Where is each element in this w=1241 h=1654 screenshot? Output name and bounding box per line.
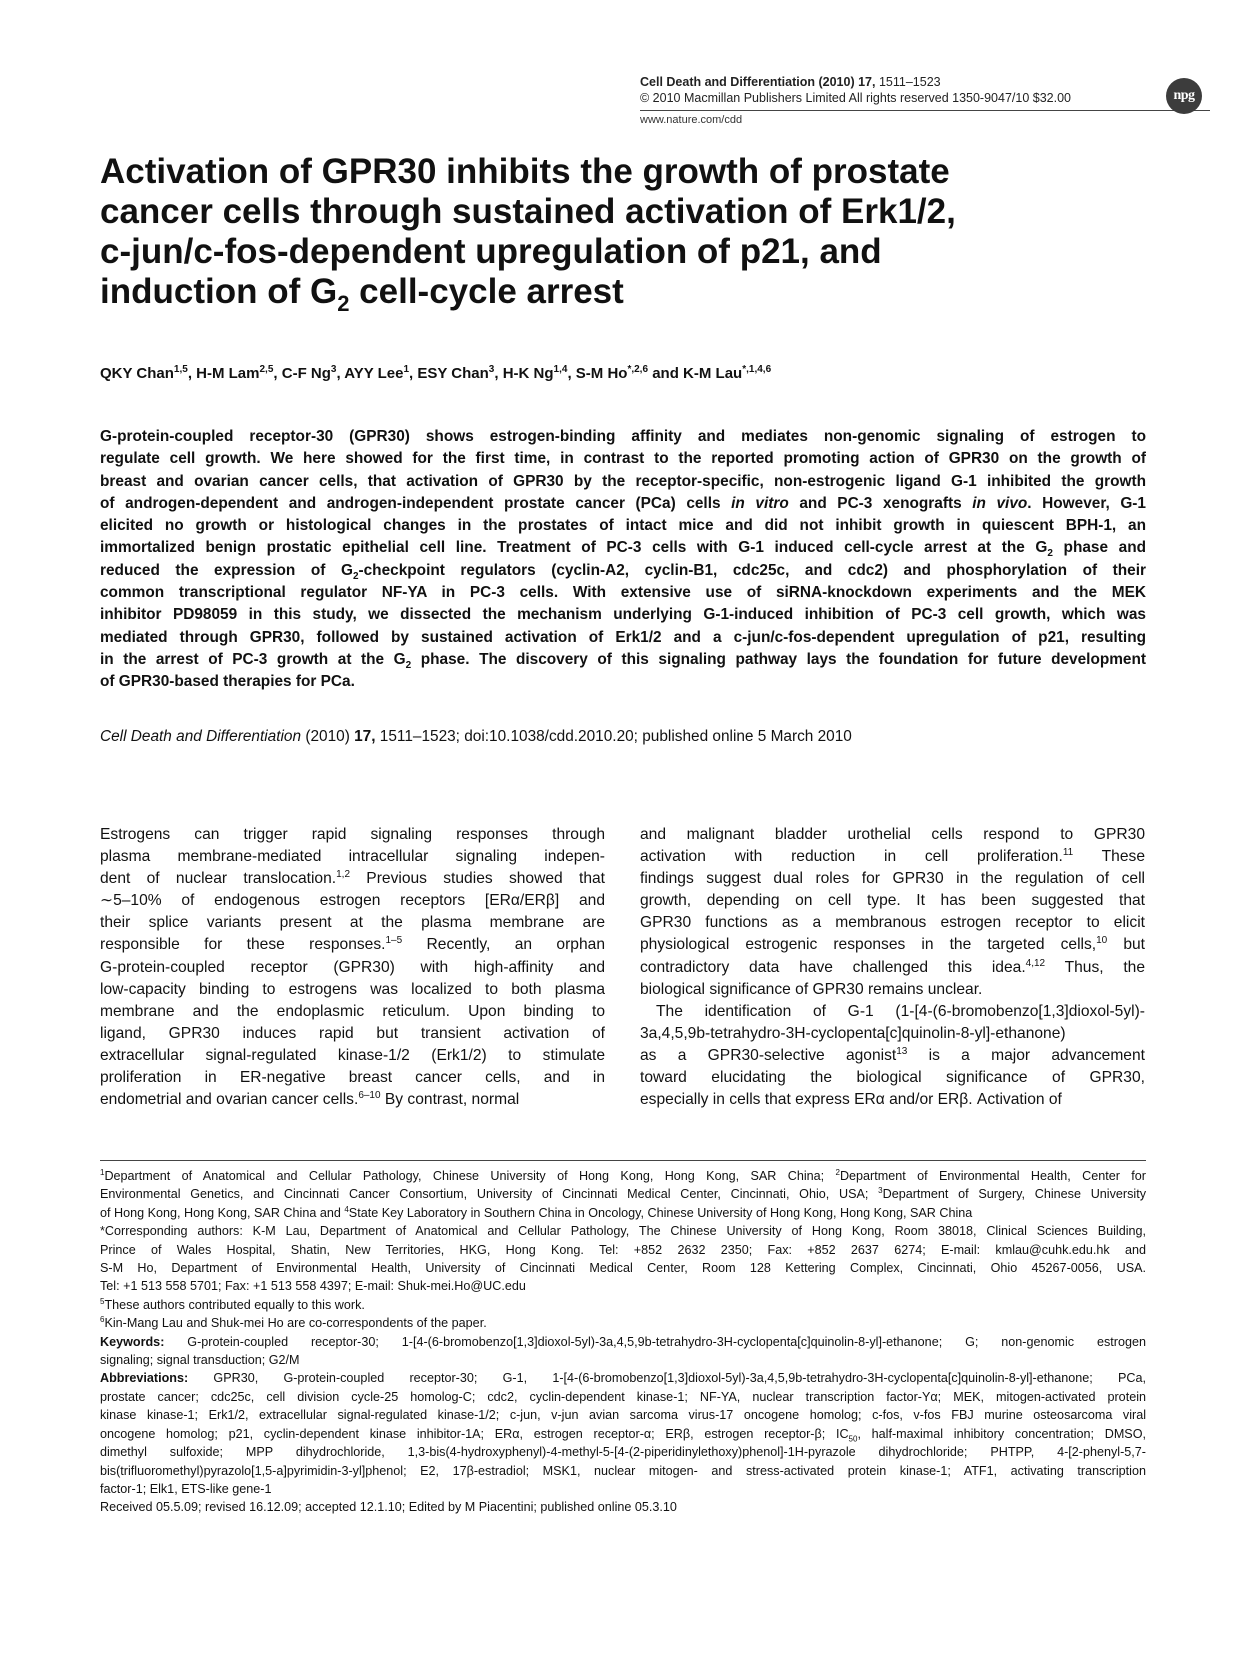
footnote-rule — [100, 1160, 1146, 1161]
footnote-line: *Corresponding authors: K-M Lau, Department of Anatomical and Cellular Pathology, The Chinese University of Hong Kong, Room 38018, Clinical Sciences Building, — [100, 1224, 1146, 1239]
title-line: Activation of GPR30 inhibits the growth of prostate — [100, 152, 950, 191]
body-text-line: membrane and the endoplasmic reticulum. Upon binding to — [100, 1002, 605, 1020]
body-text-line: as a GPR30-selective agonist$^{13}$ is a major advancement — [640, 1045, 1145, 1064]
title-text: induction of G — [100, 272, 338, 311]
author-name: H-K Ng$^{1,4}$ — [502, 364, 568, 382]
footnote-line: Environmental Genetics, and Cincinnati Cancer Consortium, University of Cincinnati Medical Center, Cincinnati, Ohio, USA; $^3$Department of Surgery, Chinese University — [100, 1186, 1146, 1202]
body-text-line: dent of nuclear translocation.$^{1,2}$ Previous studies showed that — [100, 869, 605, 888]
footnote-line: S-M Ho, Department of Environmental Health, University of Cincinnati Medical Center, Room 128 Kettering Complex, Cincinnati, Ohio 45267-0056, USA. — [100, 1261, 1146, 1276]
footnote-line: Prince of Wales Hospital, Shatin, New Territories, HKG, Hong Kong. Tel: +852 2632 2350; Fax: +852 2637 6274; E-mail: kmlau@cuhk.edu.hk and — [100, 1242, 1146, 1257]
title-line: cancer cells through sustained activation of Erk1/2, — [100, 192, 956, 231]
body-text-line: extracellular signal-regulated kinase-1/2 (Erk1/2) to stimulate — [100, 1046, 605, 1064]
abstract-line: mediated through GPR30, followed by sustained activation of Erk1/2 and a c-jun/c-fos-dependent upregulation of p21, resulting — [100, 628, 1146, 646]
footnote-line: oncogene homolog; p21, cyclin-dependent kinase inhibitor-1A; ERα, estrogen receptor-α; ERβ, estrogen receptor-β; $IC_{50}$, half-maximal inhibitory concentration; DMSO, — [100, 1426, 1146, 1444]
footnote-line: bis(trifluoromethyl)pyrazolo[1,5-a]pyrimidin-3-yl]phenol; E2, 17β-estradiol; MSK1, nuclear mitogen- and stress-activated protein kinase-1; ATF1, activating transcription — [100, 1463, 1146, 1478]
abstract-line: in the arrest of PC-3 growth at the $G_2$ phase. The discovery of this signaling pathway lays the foundation for future development — [100, 650, 1146, 672]
footnote-line: Abbreviations: GPR30, G-protein-coupled receptor-30; G-1, 1-[4-(6-bromobenzo[1,3]dioxol-5yl)-3a,4,5,9b-tetrahydro-3H-cyclopenta[c]quinolin-8-yl]-ethanone; PCa, — [100, 1371, 1146, 1386]
body-text-line: findings suggest dual roles for GPR30 in the regulation of cell — [640, 870, 1145, 888]
author-affiliation-marker: 1 — [403, 364, 410, 375]
abstract-line: elicited no growth or histological changes in the prostates of intact mice and did not inhibit growth in quiescent BPH-1, an — [100, 517, 1146, 535]
body-text-line: GPR30 functions as a membranous estrogen receptor to elicit — [640, 914, 1145, 932]
citation-volume: 17, — [354, 728, 376, 745]
header-rule — [640, 110, 1210, 111]
body-text-line: low-capacity binding to estrogens was localized to both plasma — [100, 980, 605, 998]
author-name: C-F Ng$^3$ — [281, 364, 337, 382]
title-text-end: cell-cycle arrest — [349, 272, 624, 311]
citation-year: (2010) — [301, 728, 355, 745]
article-citation — [100, 728, 1140, 746]
journal-pages: 1511–1523 — [878, 75, 941, 89]
author-name: K-M Lau$^{*,1,4,6}$ — [683, 364, 772, 382]
body-text-line: physiological estrogenic responses in the targeted cells,$^{10}$ but — [640, 935, 1145, 954]
footnote-line: Keywords: G-protein-coupled receptor-30; 1-[4-(6-bromobenzo[1,3]dioxol-5yl)-3a,4,5,9b-tetrahydro-3H-cyclopenta[c]quinolin-8-yl]-ethanone; G; non-genomic estrogen — [100, 1334, 1146, 1349]
body-text-line: contradictory data have challenged this idea.$^{4,12}$ Thus, the — [640, 957, 1145, 976]
abstract-line: breast and ovarian cancer cells, that activation of GPR30 by the receptor-specific, non-estrogenic ligand G-1 inhibited the growth — [100, 472, 1146, 490]
footnote-line: prostate cancer; cdc25c, cell division cycle-25 homolog-C; cdc2, cyclin-dependent kinase-1; NF-YA, nuclear transcription factor-Yα; MEK, mitogen-activated protein — [100, 1389, 1146, 1404]
body-text-line: toward elucidating the biological significance of GPR30, — [640, 1069, 1145, 1087]
author-name: H-M Lam$^{2,5}$ — [196, 364, 274, 382]
footnote-line: $^6$Kin-Mang Lau and Shuk-mei Ho are co-correspondents of the paper. — [100, 1315, 487, 1331]
journal-citation-line — [640, 74, 1120, 90]
author-list: QKY Chan$^{1,5}$, H-M Lam$^{2,5}$, C-F Ng$^3$, AYY Lee$^1$, ESY Chan$^3$, H-K Ng$^{1,4}$, S-M $Ho^{*,2,6}$ and K-M Lau$^{*,1,4,6}$ — [100, 364, 772, 382]
author-affiliation-marker: 2,5 — [259, 364, 274, 375]
author-affiliation-marker: 3 — [488, 364, 495, 375]
abstract — [100, 426, 1146, 694]
journal-name: Cell Death and Differentiation (2010) 17, — [640, 75, 876, 89]
body-text-line: responsible for these responses.$^{1-5}$ Recently, an orphan — [100, 935, 605, 954]
abstract-line: immortalized benign prostatic epithelial cell line. Treatment of PC-3 cells with G-1 induced cell-cycle arrest at the $G_2$ phase and — [100, 539, 1146, 560]
body-text-line: and malignant bladder urothelial cells respond to GPR30 — [640, 826, 1145, 843]
footnote-line: Tel: +1 513 558 5701; Fax: +1 513 558 4397; E-mail: Shuk-mei.Ho@UC.edu — [100, 1279, 526, 1294]
author-affiliation-marker: 1,5 — [173, 364, 188, 375]
title-line: c-jun/c-fos-dependent upregulation of p21, and — [100, 232, 882, 271]
body-text-line: growth, depending on cell type. It has been suggested that — [640, 892, 1145, 910]
abstract-line: of androgen-dependent and androgen-independent prostate cancer (PCa) cells in vitro and PC-3 xenografts in vivo. However, G-1 — [100, 494, 1146, 512]
author-name: S-M $Ho^{*,2,6}$ — [575, 364, 649, 382]
footnote-line: $^1$Department of Anatomical and Cellular Pathology, Chinese University of Hong Kong, Hong Kong, SAR China; $^2$Department of Environmental Health, Center for — [100, 1167, 1146, 1183]
footnote-line: signaling; signal transduction; G2/M — [100, 1353, 300, 1368]
body-text-line: proliferation in ER-negative breast cancer cells, and in — [100, 1069, 605, 1087]
title-line — [100, 272, 1120, 324]
body-text-line: plasma membrane-mediated intracellular signaling indepen- — [100, 848, 605, 866]
footnote-line: $^5$These authors contributed equally to this work. — [100, 1296, 365, 1312]
footnote-line: dimethyl sulfoxide; MPP dihydrochloride, 1,3-bis(4-hydroxyphenyl)-4-methyl-5-[4-(2-piperidinylethoxy)phenol]-1H-pyrazole dihydrochloride; PHTPP, 4-[2-phenyl-5,7- — [100, 1445, 1146, 1460]
journal-header — [640, 74, 1120, 106]
footnotes — [100, 1167, 1146, 1517]
citation-doi: 1511–1523; doi:10.1038/cdd.2010.20; published online 5 March 2010 — [375, 728, 852, 745]
body-column-right — [640, 824, 1145, 1111]
body-text-line: endometrial and ovarian cancer cells.$^{6-10}$ By contrast, normal — [100, 1089, 520, 1109]
author-name: ESY Chan$^3$ — [417, 364, 495, 382]
body-text-line: their splice variants present at the plasma membrane are — [100, 914, 605, 932]
journal-copyright: © 2010 Macmillan Publishers Limited All rights reserved 1350-9047/10 $32.00 — [640, 91, 1071, 105]
article-title — [100, 152, 1120, 324]
author-affiliation-marker: *,2,6 — [627, 364, 649, 375]
footnote-line: kinase kinase-1; Erk1/2, extracellular signal-regulated kinase-1/2; c-jun, v-jun avian sarcoma virus-17 oncogene homolog; c-fos, v-fos FBJ murine osteosarcoma viral — [100, 1408, 1146, 1423]
author-affiliation-marker: 3 — [330, 364, 337, 375]
citation-journal: Cell Death and Differentiation — [100, 728, 302, 745]
body-text-line: ligand, GPR30 induces rapid but transient activation of — [100, 1024, 605, 1042]
journal-url[interactable]: www.nature.com/cdd — [640, 114, 743, 126]
body-text-line: The identification of G-1 (1-[4-(6-bromobenzo[1,3]dioxol-5yl)- — [656, 1002, 1145, 1020]
body-text-line: activation with reduction in cell proliferation.$^{11}$ These — [640, 846, 1145, 866]
footnote-line: of Hong Kong, Hong Kong, SAR China and $^4$State Key Laboratory in Southern China in Oncology, Chinese University of Hong Kong, Hong Kong, SAR China — [100, 1204, 973, 1220]
abstract-line: of GPR30-based therapies for PCa. — [100, 673, 355, 691]
author-affiliation-marker: *,1,4,6 — [742, 364, 772, 375]
body-text-line: G-protein-coupled receptor (GPR30) with high-affinity and — [100, 958, 605, 976]
abstract-line: G-protein-coupled receptor-30 (GPR30) shows estrogen-binding affinity and mediates non-genomic signaling of estrogen to — [100, 428, 1146, 445]
author-affiliation-marker: 1,4 — [553, 364, 568, 375]
author-name: AYY Lee$^1$ — [344, 364, 410, 382]
footnote-line: factor-1; Elk1, ETS-like gene-1 — [100, 1481, 272, 1496]
npg-logo: npg — [1166, 78, 1202, 114]
title-subscript: 2 — [337, 291, 350, 316]
body-text-line: ∼5–10% of endogenous estrogen receptors [ERα/ERβ] and — [100, 892, 605, 910]
body-text-line: 3a,4,5,9b-tetrahydro-3H-cyclopenta[c]quinolin-8-yl]-ethanone) — [640, 1024, 1066, 1042]
abstract-line: common transcriptional regulator NF-YA in PC-3 cells. With extensive use of siRNA-knockdown experiments and the MEK — [100, 584, 1146, 602]
body-column-left — [100, 824, 605, 1111]
body-text-line: biological significance of GPR30 remains unclear. — [640, 980, 983, 998]
body-text-line: Estrogens can trigger rapid signaling responses through — [100, 826, 605, 843]
body-text-line: especially in cells that express ERα and/or ERβ. Activation of — [640, 1091, 1062, 1109]
footnote-line: Received 05.5.09; revised 16.12.09; accepted 12.1.10; Edited by M Piacentini; published online 05.3.10 — [100, 1500, 677, 1515]
abstract-line: reduced the expression of $G_2$-checkpoint regulators (cyclin-A2, cyclin-B1, cdc25c, and cdc2) and phosphorylation of their — [100, 561, 1146, 582]
abstract-line: inhibitor PD98059 in this study, we dissected the mechanism underlying G-1-induced inhibition of PC-3 cell growth, which was — [100, 606, 1146, 624]
author-name: QKY Chan$^{1,5}$ — [100, 364, 188, 382]
abstract-line: regulate cell growth. We here showed for the first time, in contrast to the reported promoting action of GPR30 on the growth of — [100, 450, 1146, 468]
